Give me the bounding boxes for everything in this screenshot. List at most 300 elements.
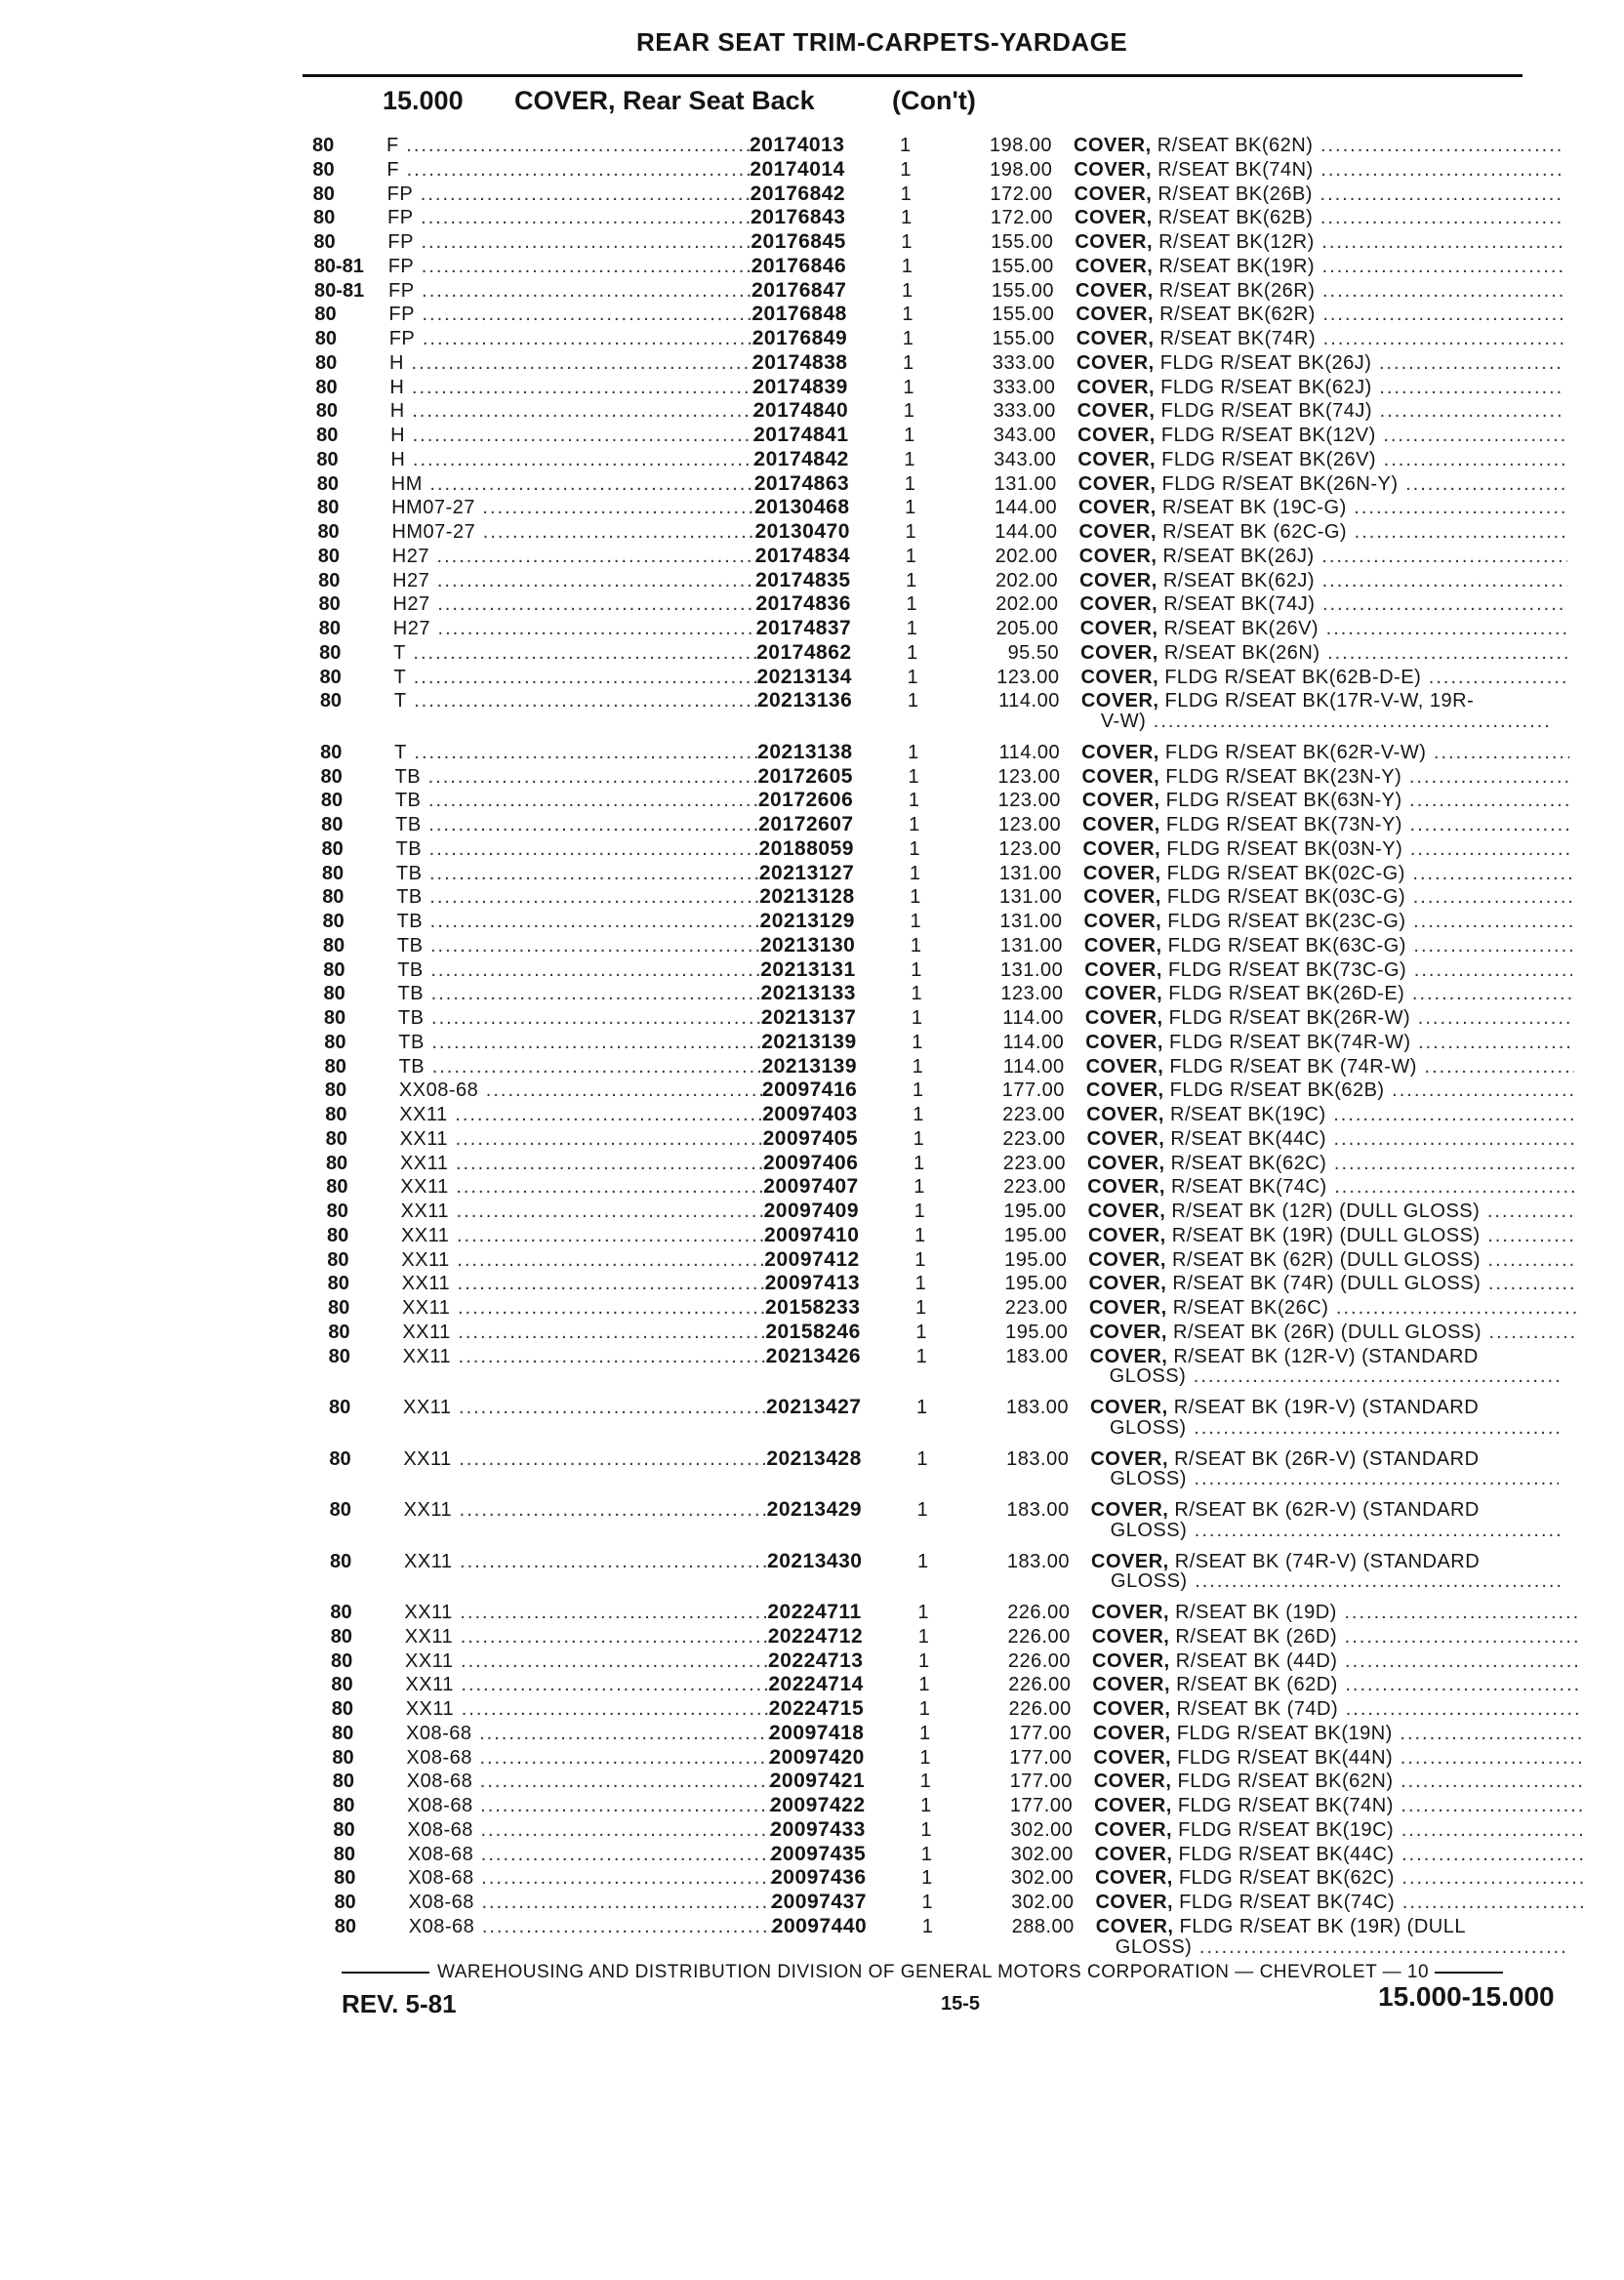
- description-text: FLDG R/SEAT BK(19C): [1172, 1818, 1395, 1841]
- table-row: [10, 886, 1624, 910]
- model-cell: HM07-27 .....: [391, 521, 758, 543]
- year-cell: 80: [322, 911, 345, 932]
- description-cell: [1092, 1650, 1580, 1672]
- year-cell: 80: [315, 400, 338, 423]
- description-keyword: COVER,: [1088, 1297, 1167, 1319]
- price-cell: 123.00: [997, 765, 1061, 788]
- year-cell: 80: [325, 1104, 347, 1125]
- description-keyword: COVER,: [1093, 1722, 1171, 1744]
- quantity-cell: 1: [906, 593, 917, 616]
- description-keyword: COVER,: [1086, 1152, 1165, 1174]
- table-row: [21, 1844, 1624, 1867]
- year-cell: 80: [331, 1649, 353, 1672]
- price-cell: 223.00: [1002, 1152, 1066, 1174]
- table-row: [16, 1273, 1624, 1296]
- model-cell: TB .....: [399, 1056, 766, 1078]
- quantity-cell: 1: [916, 1397, 928, 1418]
- table-row: [5, 473, 1624, 497]
- year-cell: 80: [326, 1176, 348, 1199]
- price-cell: 183.00: [1006, 1499, 1070, 1521]
- description-keyword: COVER,: [1089, 1345, 1168, 1367]
- description-cell: [1083, 886, 1571, 908]
- description-text: R/SEAT BK(62C): [1164, 1152, 1327, 1174]
- part-number-cell: 20097418: [769, 1721, 865, 1744]
- model-cell: H .....: [389, 377, 756, 398]
- quantity-cell: 1: [900, 135, 912, 156]
- model-cell: XX11 .....: [405, 1674, 772, 1695]
- year-cell: 80: [328, 1345, 350, 1367]
- quantity-cell: 1: [905, 545, 916, 567]
- description-text: R/SEAT BK(74C): [1164, 1176, 1327, 1199]
- model-cell: H .....: [389, 352, 756, 374]
- quantity-cell: 1: [904, 425, 915, 446]
- price-cell: 131.00: [999, 911, 1063, 932]
- description-continuation: GLOSS) .....: [1110, 1417, 1559, 1441]
- price-cell: 177.00: [1009, 1771, 1073, 1793]
- table-row: [13, 1079, 1624, 1103]
- model-cell: F .....: [386, 135, 753, 156]
- description-text: FLDG R/SEAT BK(26R-W): [1162, 1007, 1411, 1029]
- description-keyword: COVER,: [1080, 690, 1159, 712]
- model-cell: FP .....: [388, 256, 755, 277]
- page-title: REAR SEAT TRIM-CARPETS-YARDAGE: [636, 27, 1128, 57]
- quantity-cell: 1: [921, 1915, 933, 1937]
- description-text: FLDG R/SEAT BK(62J): [1155, 376, 1372, 398]
- description-continuation: GLOSS) .....: [1111, 1570, 1560, 1594]
- model-cell: TB .....: [398, 1032, 765, 1053]
- description-keyword: COVER,: [1077, 472, 1157, 495]
- year-cell: 80: [325, 1127, 347, 1150]
- year-cell: 80: [323, 1007, 346, 1029]
- part-number-cell: 20158246: [765, 1320, 861, 1343]
- price-cell: 343.00: [994, 448, 1057, 470]
- model-cell: H .....: [390, 449, 757, 470]
- table-row: [7, 667, 1624, 690]
- description-cell: [1091, 1602, 1579, 1623]
- part-number-cell: 20174013: [750, 134, 845, 156]
- table-row: [1, 207, 1624, 230]
- model-cell: TB .....: [395, 766, 762, 788]
- price-cell: 302.00: [1010, 1843, 1074, 1865]
- description-continuation: GLOSS) .....: [1110, 1365, 1559, 1389]
- part-number-cell: 20213131: [760, 957, 856, 981]
- description-cell: [1077, 425, 1565, 446]
- model-cell: T .....: [393, 667, 760, 688]
- part-number-cell: 20213130: [759, 933, 856, 957]
- description-keyword: COVER,: [1082, 837, 1161, 860]
- year-cell: 80: [316, 472, 339, 495]
- table-row: [5, 521, 1624, 545]
- quantity-cell: 1: [916, 1499, 928, 1521]
- description-cell: [1075, 231, 1563, 253]
- description-keyword: COVER,: [1086, 1127, 1165, 1150]
- part-number-cell: 20097420: [769, 1745, 865, 1769]
- model-cell: TB .....: [397, 911, 764, 932]
- description-keyword: COVER,: [1092, 1698, 1171, 1720]
- description-text: FLDG R/SEAT BK(03N-Y): [1160, 837, 1403, 860]
- table-row: [14, 1176, 1624, 1200]
- description-cell: [1075, 207, 1563, 228]
- description-keyword: COVER,: [1076, 351, 1155, 374]
- quantity-cell: 1: [901, 231, 913, 253]
- quantity-cell: 1: [906, 618, 917, 639]
- description-keyword: COVER,: [1091, 1625, 1170, 1648]
- table-row: [14, 1153, 1624, 1176]
- quantity-cell: 1: [911, 983, 922, 1005]
- table-row: [11, 959, 1624, 983]
- description-text: FLDG R/SEAT BK(74J): [1155, 400, 1373, 423]
- year-cell: 80: [319, 666, 342, 688]
- description-text: FLDG R/SEAT BK (19R) (DULL: [1173, 1915, 1466, 1937]
- year-cell: 80: [333, 1818, 355, 1841]
- description-keyword: COVER,: [1085, 1055, 1164, 1078]
- description-text: R/SEAT BK (19R-V) (STANDARD: [1167, 1397, 1480, 1418]
- price-cell: 131.00: [994, 472, 1057, 495]
- price-cell: 202.00: [995, 569, 1059, 591]
- model-cell: X08-68 .....: [409, 1916, 776, 1937]
- price-cell: 302.00: [1011, 1892, 1075, 1913]
- price-cell: 226.00: [1008, 1674, 1072, 1696]
- quantity-cell: 1: [901, 207, 913, 229]
- table-row: [9, 814, 1624, 837]
- table-row: [7, 618, 1624, 641]
- quantity-cell: 1: [912, 1055, 923, 1078]
- description-text: R/SEAT BK (62D): [1170, 1674, 1338, 1696]
- description-text: R/SEAT BK (26D): [1169, 1625, 1338, 1648]
- table-row: [20, 1795, 1624, 1818]
- quantity-cell: 1: [910, 886, 921, 909]
- quantity-cell: 1: [918, 1649, 930, 1672]
- part-number-cell: 20224714: [768, 1673, 864, 1696]
- part-number-cell: 20176847: [751, 278, 847, 302]
- quantity-cell: 1: [910, 934, 921, 957]
- description-keyword: COVER,: [1087, 1224, 1166, 1246]
- quantity-cell: 1: [909, 814, 920, 835]
- description-cell: [1083, 838, 1571, 860]
- description-cell: [1089, 1322, 1577, 1343]
- description-keyword: COVER,: [1078, 521, 1157, 543]
- description-keyword: COVER,: [1079, 593, 1158, 616]
- price-cell: 343.00: [993, 425, 1057, 446]
- year-cell: 80: [326, 1201, 348, 1222]
- price-cell: 155.00: [991, 255, 1054, 277]
- description-text: R/SEAT BK(62R): [1154, 304, 1316, 326]
- table-row: [7, 642, 1624, 666]
- description-keyword: COVER,: [1093, 1771, 1172, 1793]
- description-keyword: COVER,: [1083, 886, 1161, 909]
- part-number-cell: 20176843: [751, 206, 846, 229]
- description-cell: [1090, 1448, 1578, 1470]
- year-cell: 80: [313, 231, 336, 253]
- price-cell: 223.00: [1004, 1297, 1068, 1319]
- description-cell: [1088, 1249, 1576, 1271]
- part-number-cell: 20213136: [756, 689, 853, 712]
- quantity-cell: 1: [903, 351, 914, 374]
- table-row: [19, 1626, 1624, 1649]
- part-number-cell: 20224711: [767, 1601, 862, 1623]
- price-cell: 123.00: [997, 790, 1061, 812]
- description-cell: [1091, 1499, 1579, 1521]
- year-cell: 80: [316, 425, 339, 446]
- description-text: R/SEAT BK (12R-V) (STANDARD: [1167, 1345, 1479, 1367]
- part-number-cell: 20213138: [757, 740, 853, 763]
- year-cell: 80: [332, 1722, 354, 1744]
- description-text: FLDG R/SEAT BK(23N-Y): [1159, 765, 1402, 788]
- part-number-cell: 20174837: [755, 617, 852, 639]
- year-cell: 80: [330, 1625, 352, 1648]
- description-keyword: COVER,: [1091, 1602, 1170, 1623]
- footer-division: [342, 1962, 1581, 1983]
- model-cell: X08-68 .....: [408, 1892, 775, 1913]
- description-keyword: COVER,: [1076, 328, 1155, 349]
- part-number-cell: 20176845: [751, 230, 846, 253]
- year-cell: 80: [315, 376, 338, 398]
- part-number-cell: 20097416: [761, 1079, 858, 1102]
- model-cell: XX11 .....: [403, 1448, 770, 1470]
- quantity-cell: 1: [911, 1007, 923, 1029]
- description-text: R/SEAT BK (62R) (DULL GLOSS): [1165, 1248, 1481, 1271]
- description-cell: [1092, 1626, 1580, 1648]
- model-cell: XX11 .....: [401, 1249, 768, 1271]
- table-row: [6, 593, 1624, 617]
- description-keyword: COVER,: [1090, 1397, 1168, 1418]
- quantity-cell: 1: [915, 1321, 927, 1343]
- year-cell: 80: [313, 207, 336, 229]
- table-row: [11, 935, 1624, 958]
- description-text: FLDG R/SEAT BK(62C): [1172, 1867, 1395, 1890]
- price-cell: 226.00: [1007, 1649, 1072, 1672]
- table-row: [19, 1650, 1624, 1674]
- year-cell: 80: [321, 814, 344, 835]
- description-keyword: COVER,: [1092, 1674, 1171, 1696]
- description-cell: [1076, 377, 1564, 398]
- quantity-cell: 1: [918, 1698, 930, 1720]
- description-keyword: COVER,: [1085, 1079, 1164, 1102]
- quantity-cell: 1: [909, 862, 920, 884]
- quantity-cell: 1: [920, 1795, 932, 1816]
- model-cell: HM07-27 .....: [391, 497, 758, 518]
- model-cell: H27 .....: [392, 570, 759, 591]
- description-text: FLDG R/SEAT BK(23C-G): [1161, 911, 1406, 932]
- description-text: R/SEAT BK(44C): [1164, 1127, 1326, 1150]
- year-cell: 80: [333, 1843, 355, 1865]
- description-cell: [1087, 1176, 1575, 1198]
- table-row: [2, 280, 1624, 304]
- description-keyword: COVER,: [1075, 255, 1154, 277]
- description-keyword: COVER,: [1090, 1499, 1169, 1521]
- description-keyword: COVER,: [1076, 304, 1155, 326]
- price-cell: 155.00: [991, 279, 1055, 302]
- year-cell: 80: [312, 135, 335, 156]
- description-text: FLDG R/SEAT BK(63C-G): [1161, 934, 1406, 957]
- price-cell: 195.00: [1004, 1273, 1068, 1295]
- price-cell: 123.00: [998, 814, 1062, 835]
- year-cell: 80: [323, 983, 345, 1005]
- description-text: R/SEAT BK(26B): [1152, 183, 1313, 205]
- year-cell: 80: [317, 521, 340, 543]
- description-keyword: COVER,: [1075, 207, 1153, 229]
- table-row: [11, 911, 1624, 934]
- table-row: [21, 1867, 1624, 1891]
- quantity-cell: 1: [919, 1746, 931, 1769]
- description-keyword: COVER,: [1087, 1201, 1166, 1222]
- part-number-cell: 20097409: [763, 1200, 860, 1222]
- description-keyword: COVER,: [1082, 862, 1161, 884]
- model-cell: TB .....: [395, 790, 762, 811]
- description-cell: [1088, 1225, 1576, 1246]
- price-cell: 183.00: [1005, 1345, 1069, 1367]
- footer-division-text: WAREHOUSING AND DISTRIBUTION DIVISION OF GENERAL MOTORS CORPORATION — CHEVROLET — 10: [437, 1962, 1430, 1982]
- model-cell: XX11 .....: [400, 1176, 767, 1198]
- quantity-cell: 1: [908, 765, 919, 788]
- description-cell: [1086, 1104, 1574, 1125]
- quantity-cell: 1: [905, 521, 916, 543]
- description-text: R/SEAT BK (74D): [1170, 1698, 1339, 1720]
- price-cell: 177.00: [1009, 1746, 1073, 1769]
- model-cell: XX11 .....: [405, 1650, 772, 1672]
- part-number-cell: 20213139: [761, 1030, 857, 1053]
- part-number-cell: 20174834: [754, 544, 851, 567]
- price-cell: 202.00: [995, 593, 1059, 616]
- part-number-cell: 20213127: [758, 861, 855, 884]
- description-text: FLDG R/SEAT BK(17R-V-W, 19R-: [1158, 690, 1475, 712]
- description-text: FLDG R/SEAT BK(19N): [1170, 1722, 1393, 1744]
- part-number-cell: 20213128: [759, 885, 855, 909]
- quantity-cell: 1: [903, 400, 914, 423]
- description-cell: [1077, 449, 1565, 470]
- table-row: [13, 1104, 1624, 1127]
- price-cell: 131.00: [999, 886, 1063, 909]
- quantity-cell: 1: [919, 1722, 931, 1744]
- quantity-cell: 1: [904, 448, 915, 470]
- part-number-cell: 20213137: [760, 1006, 857, 1029]
- quantity-cell: 1: [921, 1867, 933, 1890]
- table-row: [20, 1819, 1624, 1843]
- description-keyword: COVER,: [1077, 425, 1156, 446]
- quantity-cell: 1: [917, 1602, 929, 1623]
- description-keyword: COVER,: [1094, 1843, 1173, 1865]
- description-text: FLDG R/SEAT BK(63N-Y): [1159, 790, 1402, 812]
- description-keyword: COVER,: [1079, 569, 1157, 591]
- price-cell: 155.00: [992, 328, 1055, 349]
- part-number-cell: 20174842: [753, 447, 849, 470]
- description-cell: [1088, 1201, 1576, 1222]
- year-cell: 80: [327, 1273, 349, 1295]
- price-cell: 144.00: [994, 497, 1058, 519]
- part-number-cell: 20097433: [770, 1817, 866, 1841]
- description-cell: [1075, 183, 1563, 205]
- description-text: FLDG R/SEAT BK(74R-W): [1162, 1031, 1411, 1053]
- description-cell: [1094, 1771, 1582, 1792]
- description-text: R/SEAT BK(19R): [1153, 255, 1316, 277]
- table-row: [12, 983, 1624, 1006]
- quantity-cell: 1: [912, 1079, 924, 1102]
- part-number-cell: 20213139: [761, 1054, 858, 1078]
- description-keyword: COVER,: [1077, 448, 1157, 470]
- part-number-cell: 20213428: [766, 1446, 862, 1470]
- description-cell: [1087, 1128, 1575, 1150]
- price-cell: 202.00: [995, 545, 1058, 567]
- model-cell: FP .....: [389, 328, 756, 349]
- description-text: FLDG R/SEAT BK(73N-Y): [1159, 814, 1402, 835]
- quantity-cell: 1: [909, 837, 920, 860]
- year-cell: 80: [320, 765, 343, 788]
- year-cell: 80: [316, 448, 339, 470]
- price-cell: 333.00: [993, 400, 1056, 423]
- price-cell: 195.00: [1003, 1201, 1067, 1222]
- table-row: [4, 449, 1624, 472]
- description-keyword: COVER,: [1095, 1892, 1174, 1913]
- part-number-cell: 20174862: [756, 640, 852, 664]
- year-cell: 80: [315, 351, 338, 374]
- description-cell: [1095, 1867, 1583, 1889]
- description-text: R/SEAT BK(62N): [1151, 135, 1314, 156]
- year-cell: 80: [327, 1297, 350, 1319]
- year-cell: 80: [314, 304, 337, 326]
- table-row: [20, 1747, 1624, 1771]
- model-cell: T .....: [393, 642, 760, 664]
- description-text: R/SEAT BK(62B): [1152, 207, 1314, 229]
- description-text: FLDG R/SEAT BK(73C-G): [1161, 958, 1407, 981]
- quantity-cell: 1: [913, 1127, 924, 1150]
- description-keyword: COVER,: [1080, 641, 1158, 664]
- description-cell: [1078, 473, 1566, 495]
- year-cell: 80: [325, 1152, 348, 1174]
- model-cell: XX11 .....: [403, 1346, 770, 1367]
- description-text: FLDG R/SEAT BK(03C-G): [1160, 886, 1406, 909]
- table-row: [5, 497, 1624, 520]
- table-row: [3, 377, 1624, 400]
- price-cell: 288.00: [1011, 1915, 1075, 1937]
- part-number-cell: 20158233: [764, 1296, 861, 1319]
- description-text: R/SEAT BK (74R) (DULL GLOSS): [1166, 1273, 1482, 1295]
- quantity-cell: 1: [911, 958, 922, 981]
- year-cell: 80: [312, 183, 335, 205]
- model-cell: H27 .....: [393, 618, 760, 639]
- description-continuation: GLOSS) .....: [1111, 1520, 1560, 1543]
- model-cell: F .....: [386, 159, 753, 181]
- year-cell: 80: [319, 641, 342, 664]
- table-row: [16, 1322, 1624, 1345]
- description-cell: [1085, 1032, 1573, 1053]
- quantity-cell: 1: [901, 255, 913, 277]
- description-cell: [1076, 352, 1564, 374]
- price-cell: 223.00: [1002, 1104, 1066, 1125]
- quantity-cell: 1: [914, 1248, 926, 1271]
- description-text: FLDG R/SEAT BK(74N): [1171, 1795, 1394, 1816]
- quantity-cell: 1: [920, 1818, 932, 1841]
- description-keyword: COVER,: [1074, 183, 1153, 205]
- description-text: FLDG R/SEAT BK(44N): [1171, 1746, 1394, 1769]
- model-cell: XX11 .....: [402, 1273, 769, 1294]
- description-keyword: COVER,: [1093, 1746, 1172, 1769]
- year-cell: 80: [317, 497, 340, 519]
- price-cell: 183.00: [1005, 1397, 1069, 1418]
- part-number-cell: 20172605: [757, 764, 853, 788]
- model-cell: X08-68 .....: [406, 1723, 773, 1744]
- quantity-cell: 1: [903, 376, 914, 398]
- part-number-cell: 20172606: [757, 789, 854, 812]
- description-keyword: COVER,: [1074, 135, 1152, 156]
- description-keyword: COVER,: [1089, 1321, 1167, 1343]
- part-number-cell: 20176849: [751, 327, 848, 349]
- price-cell: 131.00: [998, 862, 1062, 884]
- description-cell: [1094, 1795, 1582, 1816]
- price-cell: 226.00: [1007, 1602, 1071, 1623]
- year-cell: 80: [312, 158, 335, 181]
- part-number-cell: 20174841: [753, 424, 849, 446]
- price-cell: 195.00: [1004, 1248, 1068, 1271]
